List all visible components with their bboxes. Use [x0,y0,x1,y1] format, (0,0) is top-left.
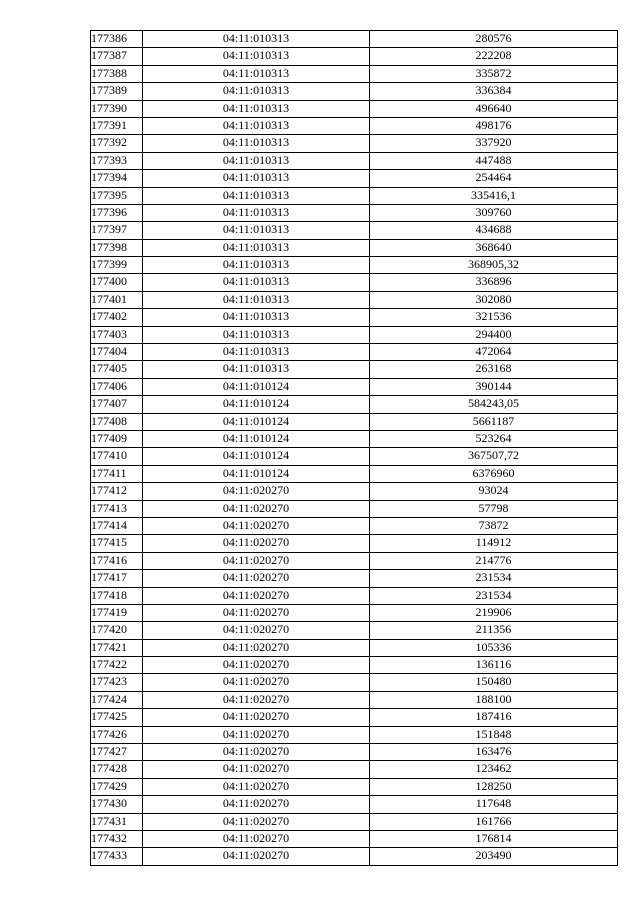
row-number-cell: 177387 [91,48,143,65]
table-row [91,83,618,100]
cadastral-number-cell: 04:11:010313 [143,31,370,48]
cadastral-number-cell: 04:11:020270 [143,552,370,569]
table-row [91,413,618,430]
value-cell: 472064 [370,344,618,361]
table-row [91,744,618,761]
table-row [91,674,618,691]
value-cell: 231534 [370,570,618,587]
value-cell: 254464 [370,170,618,187]
value-cell: 496640 [370,100,618,117]
cadastral-number-cell: 04:11:020270 [143,500,370,517]
cadastral-number-cell: 04:11:010124 [143,396,370,413]
row-number-cell: 177401 [91,291,143,308]
value-cell: 219906 [370,604,618,621]
value-cell: 117648 [370,796,618,813]
table-row [91,570,618,587]
cadastral-number-cell: 04:11:020270 [143,570,370,587]
value-cell: 336384 [370,83,618,100]
cadastral-number-cell: 04:11:020270 [143,830,370,847]
cadastral-number-cell: 04:11:010313 [143,117,370,134]
cadastral-number-cell: 04:11:010313 [143,239,370,256]
value-cell: 211356 [370,622,618,639]
row-number-cell: 177414 [91,517,143,534]
cadastral-number-cell: 04:11:010313 [143,65,370,82]
value-cell: 176814 [370,830,618,847]
table-row [91,778,618,795]
cadastral-number-cell: 04:11:020270 [143,604,370,621]
table-row [91,135,618,152]
value-cell: 5661187 [370,413,618,430]
cadastral-number-cell: 04:11:020270 [143,691,370,708]
row-number-cell: 177417 [91,570,143,587]
cadastral-number-cell: 04:11:020270 [143,813,370,830]
cadastral-number-cell: 04:11:010313 [143,48,370,65]
cadastral-number-cell: 04:11:010124 [143,378,370,395]
cadastral-number-cell: 04:11:020270 [143,726,370,743]
row-number-cell: 177430 [91,796,143,813]
row-number-cell: 177403 [91,326,143,343]
value-cell: 231534 [370,587,618,604]
value-cell: 368905,32 [370,257,618,274]
table-row [91,65,618,82]
row-number-cell: 177393 [91,152,143,169]
registry-table-body [91,31,618,866]
cadastral-number-cell: 04:11:010313 [143,187,370,204]
row-number-cell: 177386 [91,31,143,48]
table-row [91,448,618,465]
cadastral-number-cell: 04:11:010313 [143,170,370,187]
value-cell: 367507,72 [370,448,618,465]
value-cell: 105336 [370,639,618,656]
table-row [91,848,618,865]
cadastral-number-cell: 04:11:020270 [143,657,370,674]
row-number-cell: 177394 [91,170,143,187]
row-number-cell: 177419 [91,604,143,621]
table-row [91,761,618,778]
value-cell: 161766 [370,813,618,830]
table-row [91,361,618,378]
row-number-cell: 177416 [91,552,143,569]
value-cell: 335872 [370,65,618,82]
row-number-cell: 177428 [91,761,143,778]
value-cell: 368640 [370,239,618,256]
table-row [91,239,618,256]
table-row [91,378,618,395]
cadastral-number-cell: 04:11:020270 [143,483,370,500]
cadastral-number-cell: 04:11:020270 [143,709,370,726]
value-cell: 336896 [370,274,618,291]
table-row [91,813,618,830]
table-row [91,274,618,291]
table-row [91,309,618,326]
cadastral-number-cell: 04:11:010313 [143,344,370,361]
value-cell: 263168 [370,361,618,378]
cadastral-number-cell: 04:11:020270 [143,761,370,778]
value-cell: 187416 [370,709,618,726]
registry-table [90,30,618,866]
row-number-cell: 177433 [91,848,143,865]
row-number-cell: 177424 [91,691,143,708]
value-cell: 93024 [370,483,618,500]
cadastral-number-cell: 04:11:010124 [143,413,370,430]
row-number-cell: 177410 [91,448,143,465]
cadastral-number-cell: 04:11:020270 [143,778,370,795]
cadastral-number-cell: 04:11:020270 [143,796,370,813]
table-row [91,204,618,221]
value-cell: 302080 [370,291,618,308]
cadastral-number-cell: 04:11:020270 [143,535,370,552]
cadastral-number-cell: 04:11:010313 [143,274,370,291]
row-number-cell: 177421 [91,639,143,656]
table-row [91,691,618,708]
cadastral-number-cell: 04:11:020270 [143,639,370,656]
row-number-cell: 177420 [91,622,143,639]
cadastral-number-cell: 04:11:020270 [143,587,370,604]
table-row [91,344,618,361]
value-cell: 584243,05 [370,396,618,413]
value-cell: 309760 [370,204,618,221]
table-row [91,170,618,187]
row-number-cell: 177395 [91,187,143,204]
value-cell: 150480 [370,674,618,691]
row-number-cell: 177406 [91,378,143,395]
row-number-cell: 177396 [91,204,143,221]
row-number-cell: 177412 [91,483,143,500]
cadastral-number-cell: 04:11:010313 [143,204,370,221]
row-number-cell: 177402 [91,309,143,326]
cadastral-number-cell: 04:11:010313 [143,100,370,117]
value-cell: 214776 [370,552,618,569]
value-cell: 447488 [370,152,618,169]
table-row [91,48,618,65]
row-number-cell: 177404 [91,344,143,361]
table-row [91,430,618,447]
table-row [91,622,618,639]
table-row [91,483,618,500]
cadastral-number-cell: 04:11:020270 [143,622,370,639]
table-row [91,552,618,569]
cadastral-number-cell: 04:11:010313 [143,291,370,308]
value-cell: 188100 [370,691,618,708]
value-cell: 114912 [370,535,618,552]
value-cell: 335416,1 [370,187,618,204]
row-number-cell: 177398 [91,239,143,256]
cadastral-number-cell: 04:11:020270 [143,744,370,761]
value-cell: 128250 [370,778,618,795]
value-cell: 498176 [370,117,618,134]
table-row [91,100,618,117]
value-cell: 294400 [370,326,618,343]
table-row [91,796,618,813]
row-number-cell: 177422 [91,657,143,674]
table-row [91,396,618,413]
value-cell: 136116 [370,657,618,674]
row-number-cell: 177391 [91,117,143,134]
value-cell: 337920 [370,135,618,152]
value-cell: 6376960 [370,465,618,482]
table-row [91,517,618,534]
value-cell: 390144 [370,378,618,395]
table-row [91,222,618,239]
value-cell: 523264 [370,430,618,447]
row-number-cell: 177432 [91,830,143,847]
table-row [91,117,618,134]
cadastral-number-cell: 04:11:020270 [143,517,370,534]
table-row [91,535,618,552]
table-row [91,830,618,847]
cadastral-number-cell: 04:11:010313 [143,309,370,326]
row-number-cell: 177431 [91,813,143,830]
table-row [91,291,618,308]
row-number-cell: 177408 [91,413,143,430]
cadastral-number-cell: 04:11:010313 [143,361,370,378]
row-number-cell: 177390 [91,100,143,117]
value-cell: 57798 [370,500,618,517]
value-cell: 434688 [370,222,618,239]
row-number-cell: 177413 [91,500,143,517]
table-row [91,639,618,656]
cadastral-number-cell: 04:11:010124 [143,465,370,482]
cadastral-number-cell: 04:11:020270 [143,848,370,865]
row-number-cell: 177426 [91,726,143,743]
cadastral-number-cell: 04:11:010124 [143,448,370,465]
row-number-cell: 177418 [91,587,143,604]
row-number-cell: 177407 [91,396,143,413]
row-number-cell: 177429 [91,778,143,795]
row-number-cell: 177392 [91,135,143,152]
row-number-cell: 177425 [91,709,143,726]
cadastral-number-cell: 04:11:010313 [143,83,370,100]
cadastral-number-cell: 04:11:010313 [143,222,370,239]
cadastral-number-cell: 04:11:010124 [143,430,370,447]
row-number-cell: 177388 [91,65,143,82]
row-number-cell: 177415 [91,535,143,552]
value-cell: 280576 [370,31,618,48]
table-row [91,604,618,621]
value-cell: 73872 [370,517,618,534]
table-row [91,326,618,343]
cadastral-number-cell: 04:11:010313 [143,152,370,169]
table-row [91,500,618,517]
value-cell: 321536 [370,309,618,326]
cadastral-number-cell: 04:11:010313 [143,135,370,152]
row-number-cell: 177399 [91,257,143,274]
table-row [91,657,618,674]
row-number-cell: 177423 [91,674,143,691]
value-cell: 203490 [370,848,618,865]
table-row [91,587,618,604]
row-number-cell: 177427 [91,744,143,761]
value-cell: 123462 [370,761,618,778]
table-row [91,187,618,204]
row-number-cell: 177389 [91,83,143,100]
cadastral-number-cell: 04:11:020270 [143,674,370,691]
cadastral-number-cell: 04:11:010313 [143,326,370,343]
table-row [91,726,618,743]
table-row [91,257,618,274]
table-row [91,152,618,169]
row-number-cell: 177397 [91,222,143,239]
row-number-cell: 177409 [91,430,143,447]
cadastral-number-cell: 04:11:010313 [143,257,370,274]
table-row [91,465,618,482]
value-cell: 222208 [370,48,618,65]
row-number-cell: 177400 [91,274,143,291]
row-number-cell: 177405 [91,361,143,378]
row-number-cell: 177411 [91,465,143,482]
value-cell: 151848 [370,726,618,743]
table-row [91,31,618,48]
value-cell: 163476 [370,744,618,761]
table-row [91,709,618,726]
